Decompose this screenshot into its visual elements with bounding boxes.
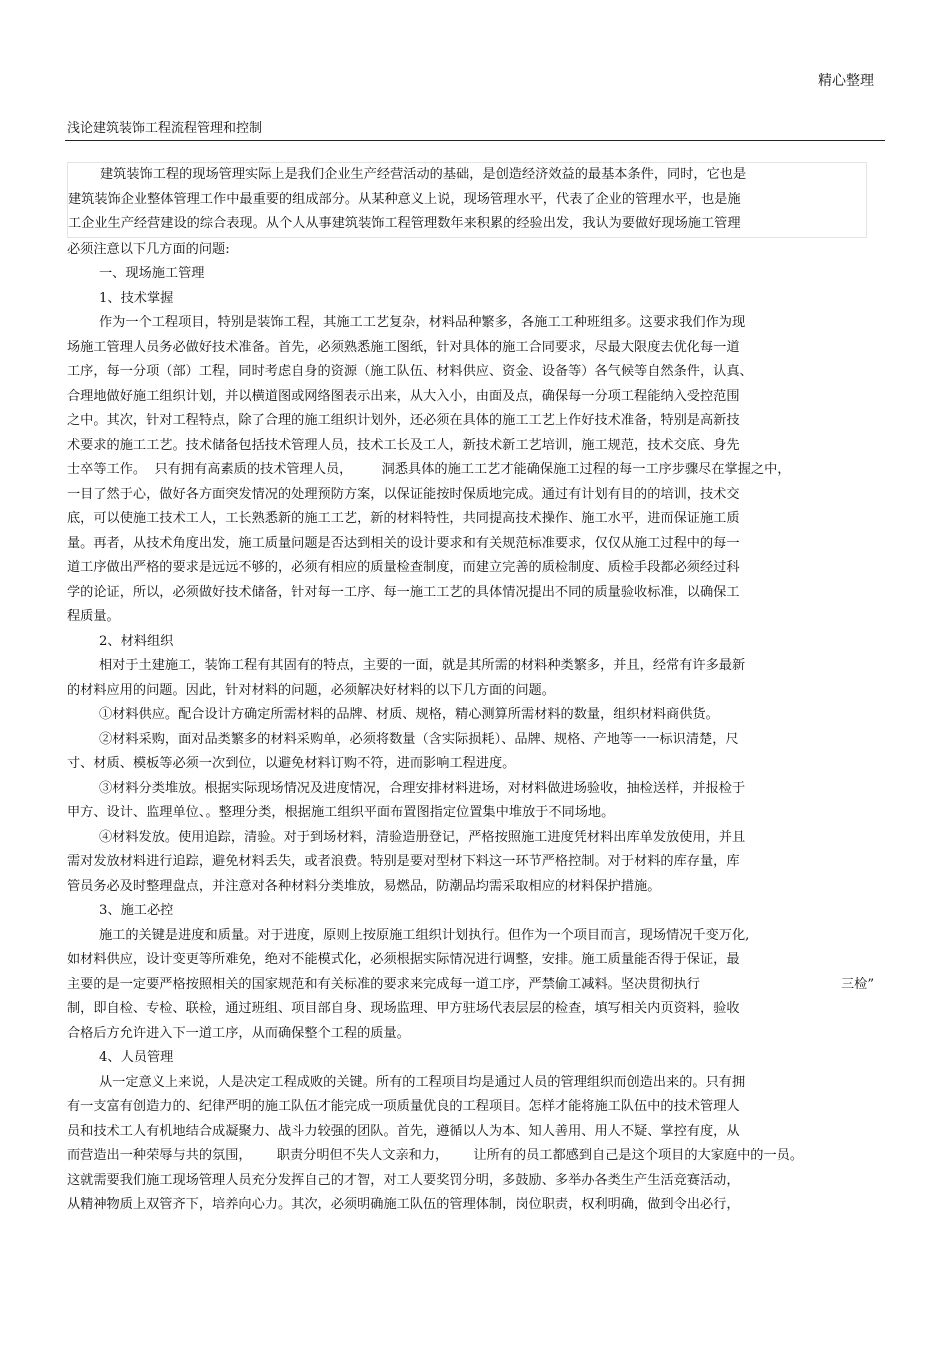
text-line-content: 这就需要我们施工现场管理人员充分发挥自己的才智，对工人要奖罚分明，多鼓励、多举办各类生产生活竞赛活动， bbox=[67, 1172, 740, 1188]
text-line bbox=[67, 1022, 867, 1047]
text-line-content: 需对发放材料进行追踪，避免材料丢失，或者浪费。特别是要对型材下料这一环节严格控制。对于材料的库存量，库 bbox=[67, 854, 740, 869]
text-line bbox=[67, 924, 867, 949]
text-line-content: 场施工管理人员务必做好技术准备。首先，必须熟悉施工图纸，针对具体的施工合同要求，尽最大限度去优化每一道 bbox=[67, 339, 740, 355]
text-line-content: 一、现场施工管理 bbox=[99, 266, 205, 281]
text-line-content: 而营造出一种荣辱与共的氛围， 职责分明但不失人文亲和力， 让所有的员工都感到自己是这个项目的大家庭中的一员。 bbox=[67, 1148, 804, 1163]
text-line-content: 甲方、设计、监理单位、。整理分类，根据施工组织平面布置图指定位置集中堆放于不同场地。 bbox=[67, 805, 615, 820]
text-line-content: ④材料发放。使用追踪，清验。对于到场材料，清验造册登记，严格按照施工进度凭材料出库单发放使用，并且 bbox=[99, 829, 746, 845]
text-line-content: 4、人员管理 bbox=[99, 1050, 174, 1065]
text-line bbox=[67, 654, 867, 679]
text-line bbox=[67, 630, 867, 655]
text-line-content: 学的论证，所以，必须做好技术储备，针对每一工序、每一施工工艺的具体情况提出不同的质量验收标准，以确保工 bbox=[67, 584, 740, 600]
text-line-content: 2、材料组织 bbox=[99, 633, 174, 649]
text-line-content: 工序，每一分项（部）工程，同时考虑自身的资源（施工队伍、材料供应、资金、设备等）各气候等自然条件，认真、 bbox=[67, 364, 753, 379]
title-divider bbox=[65, 140, 885, 141]
text-line bbox=[67, 287, 867, 312]
text-line bbox=[67, 162, 867, 188]
text-line bbox=[67, 1071, 867, 1096]
text-line-content: 1、技术掌握 bbox=[99, 290, 174, 306]
text-line bbox=[67, 728, 867, 753]
text-line-content: ③材料分类堆放。根据实际现场情况及进度情况，合理安排材料进场，对材料做进场验收，抽检送样，并报检于 bbox=[99, 780, 746, 796]
text-line-content: 量。再者，从技术角度出发，施工质量问题是否达到相关的设计要求和有关规范标准要求，仅仅从施工过程中的每一 bbox=[67, 535, 740, 551]
text-line-content: 合理地做好施工组织计划，并以横道图或网络图表示出来，从大入小，由面及点，确保每一分项工程能纳入受控范围 bbox=[67, 388, 740, 404]
text-line bbox=[67, 703, 867, 728]
text-line bbox=[67, 360, 867, 385]
text-line bbox=[67, 875, 867, 900]
text-line bbox=[67, 238, 867, 263]
text-line-content: 的材料应用的问题。因此，针对材料的问题，必须解决好材料的以下几方面的问题。 bbox=[67, 682, 555, 698]
text-line-content: 有一支富有创造力的、纪律严明的施工队伍才能完成一项质量优良的工程项目。怎样才能将施工队伍中的技术管理人 bbox=[67, 1099, 740, 1114]
text-line bbox=[67, 262, 867, 287]
text-line-content: 如材料供应，设计变更等所难免，绝对不能模式化，必须根据实际情况进行调整，安排。施工质量能否得于保证，最 bbox=[67, 952, 740, 967]
text-line bbox=[67, 409, 867, 434]
text-line-content: 管员务必及时整理盘点，并注意对各种材料分类堆放，易燃品，防潮品均需采取相应的材料保护措施。 bbox=[67, 878, 661, 894]
text-line-content: 建筑装饰工程的现场管理实际上是我们企业生产经营活动的基础，是创造经济效益的最基本条件，同时，它也是 bbox=[100, 167, 747, 182]
text-line-content: 工企业生产经营建设的综合表现。从个人从事建筑装饰工程管理数年来积累的经验出发，我认为要做好现场施工管理 bbox=[68, 216, 741, 231]
text-line bbox=[67, 1144, 867, 1169]
text-line bbox=[67, 1095, 867, 1120]
text-line bbox=[67, 826, 867, 851]
corner-note: 精心整理 bbox=[818, 73, 874, 89]
text-line-content: 士卒等工作。 只有拥有高素质的技术管理人员， 洞悉具体的施工工艺才能确保施工过程的每一工序步骤尽在掌握之中， bbox=[67, 462, 791, 477]
text-line-content: 之中。其次，针对工程特点，除了合理的施工组织计划外，还必须在具体的施工工艺上作好技术准备，特别是高新技 bbox=[67, 413, 740, 428]
text-line bbox=[67, 997, 867, 1022]
document-body bbox=[67, 162, 875, 1218]
text-line bbox=[67, 556, 867, 581]
text-line-content: 寸、材质、模板等必须一次到位，以避免材料订购不符，进而影响工程进度。 bbox=[67, 756, 516, 771]
text-line-content: 一目了然于心，做好各方面突发情况的处理预防方案，以保证能按时保质地完成。通过有计划有目的的培训，技术交 bbox=[67, 486, 740, 502]
text-line bbox=[67, 973, 875, 998]
document-title: 浅论建筑装饰工程流程管理和控制 bbox=[67, 121, 263, 136]
text-line-content: 施工的关键是进度和质量。对于进度，原则上按原施工组织计划执行。但作为一个项目而言，现场情况千变万化, bbox=[99, 927, 750, 943]
text-line bbox=[67, 1120, 867, 1145]
text-line bbox=[67, 507, 867, 532]
text-line bbox=[67, 1046, 867, 1071]
text-line bbox=[67, 483, 867, 508]
text-line bbox=[67, 212, 867, 238]
text-line-content: 作为一个工程项目，特别是装饰工程，其施工工艺复杂，材料品种繁多，各施工工种班组多。这要求我们作为现 bbox=[99, 315, 746, 330]
text-line-content: 从一定意义上来说，人是决定工程成败的关键。所有的工程项目均是通过人员的管理组织而创造出来的。只有拥 bbox=[99, 1074, 746, 1090]
text-line-content: 术要求的施工工艺。技术储备包括技术管理人员，技术工长及工人，新技术新工艺培训，施工规范，技术交底、身先 bbox=[67, 437, 740, 453]
text-line bbox=[67, 1193, 867, 1218]
text-line bbox=[67, 679, 867, 704]
text-line bbox=[67, 777, 867, 802]
text-line bbox=[67, 336, 867, 361]
text-line-content: 制，即自检、专检、联检，通过班组、项目部自身、现场监理、甲方驻场代表层层的检查，填写相关内页资料，验收 bbox=[67, 1001, 740, 1016]
text-line-content: 合格后方允许进入下一道工序，从而确保整个工程的质量。 bbox=[67, 1025, 410, 1041]
text-line-content: ②材料采购，面对品类繁多的材料采购单，必须将数量（含实际损耗）、品牌、规格、产地等一一标识清楚，尺 bbox=[99, 731, 739, 747]
text-line bbox=[67, 458, 867, 483]
text-line-content: 员和技术工人有机地结合成凝聚力、战斗力较强的团队。首先，遵循以人为本、知人善用、用人不疑、掌控有度，从 bbox=[67, 1123, 740, 1139]
text-line bbox=[67, 850, 867, 875]
text-line bbox=[67, 385, 867, 410]
text-line bbox=[67, 188, 867, 213]
text-line bbox=[67, 752, 867, 777]
text-line-content: 主要的是一定要严格按照相关的国家规范和有关标准的要求来完成每一道工序，严禁偷工减料。坚决贯彻执行 bbox=[67, 976, 700, 992]
text-line-content: 底，可以使施工技术工人，工长熟悉新的施工工艺，新的材料特性，共同提高技术操作、施工水平，进而保证施工质 bbox=[67, 511, 740, 526]
text-line bbox=[67, 581, 867, 606]
text-line-content: 必须注意以下几方面的问题: bbox=[67, 241, 230, 257]
text-line-content: 相对于土建施工，装饰工程有其固有的特点，主要的一面，就是其所需的材料种类繁多，并且，经常有许多最新 bbox=[99, 658, 746, 673]
text-line bbox=[67, 899, 867, 924]
text-line-content: 建筑装饰企业整体管理工作中最重要的组成部分。从某种意义上说，现场管理水平，代表了企业的管理水平，也是施 bbox=[68, 191, 741, 207]
inline-tag: 三检” bbox=[841, 976, 875, 992]
text-line-content: 道工序做出严格的要求是远远不够的，必须有相应的质量检查制度，而建立完善的质检制度、质检手段都必须经过科 bbox=[67, 560, 740, 575]
text-line bbox=[67, 605, 867, 630]
text-line bbox=[67, 532, 867, 557]
text-line-content: 3、施工必控 bbox=[99, 903, 174, 918]
text-line bbox=[67, 948, 867, 973]
text-line-content: ①材料供应。配合设计方确定所需材料的品牌、材质、规格，精心测算所需材料的数量，组织材料商供货。 bbox=[99, 707, 719, 722]
text-line-content: 从精神物质上双管齐下，培养向心力。其次，必须明确施工队伍的管理体制，岗位职责，权利明确，做到令出必行， bbox=[67, 1197, 740, 1212]
text-line bbox=[67, 1169, 867, 1194]
text-line bbox=[67, 801, 867, 826]
text-line bbox=[67, 311, 867, 336]
text-line bbox=[67, 434, 867, 459]
text-line-content: 程质量。 bbox=[67, 609, 120, 624]
